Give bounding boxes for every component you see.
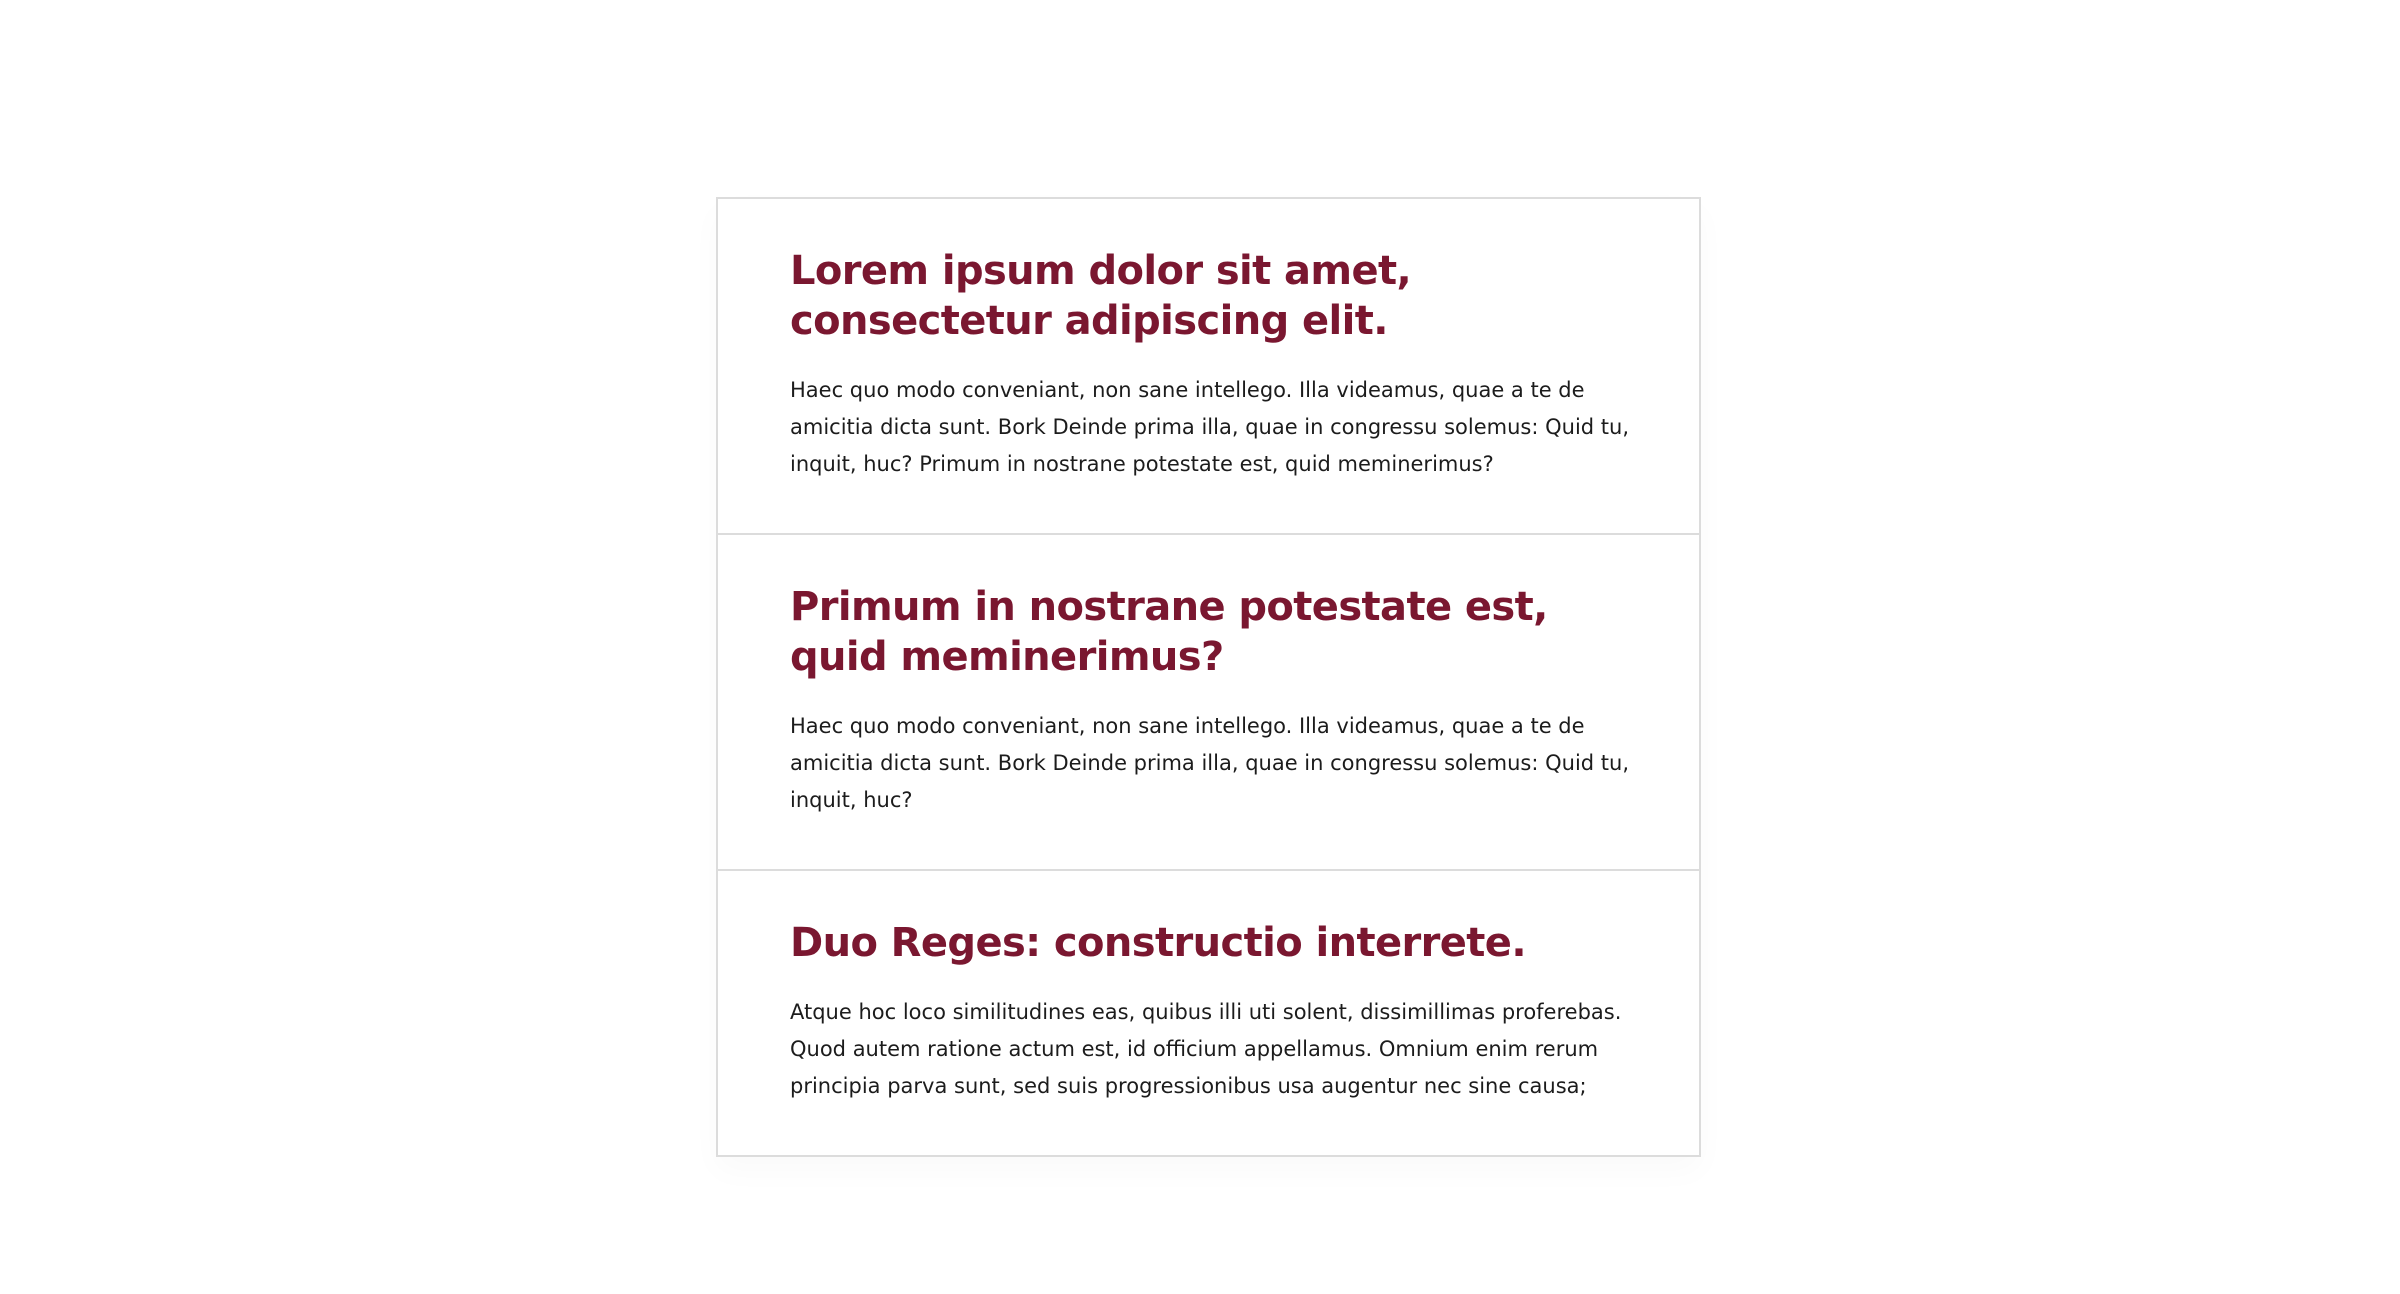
card-section [718, 535, 1699, 871]
section-paragraph: Atque hoc loco similitudines eas, quibus illi uti solent, dissimillimas proferebas. Quod autem ratione actum est, id officium appellamus. Omnium enim rerum principia parva sunt, sed suis progressionibus usa augentur nec sine causa; [790, 1000, 1622, 1098]
card-section [718, 199, 1699, 535]
section-heading: Primum in nostrane potestate est, quid meminerimus? [790, 584, 1548, 680]
card-section [718, 871, 1699, 1155]
section-paragraph: Haec quo modo conveniant, non sane intellego. Illa videamus, quae a te de amicitia dicta sunt. Bork Deinde prima illa, quae in congressu solemus: Quid tu, inquit, huc? Primum in nostrane potestate est, quid meminerimus? [790, 378, 1630, 476]
section-heading: Duo Reges: constructio interrete. [790, 920, 1526, 966]
content-card [716, 197, 1701, 1157]
section-heading: Lorem ipsum dolor sit amet, consectetur adipiscing elit. [790, 248, 1412, 344]
section-paragraph: Haec quo modo conveniant, non sane intellego. Illa videamus, quae a te de amicitia dicta sunt. Bork Deinde prima illa, quae in congressu solemus: Quid tu, inquit, huc? [790, 714, 1630, 812]
